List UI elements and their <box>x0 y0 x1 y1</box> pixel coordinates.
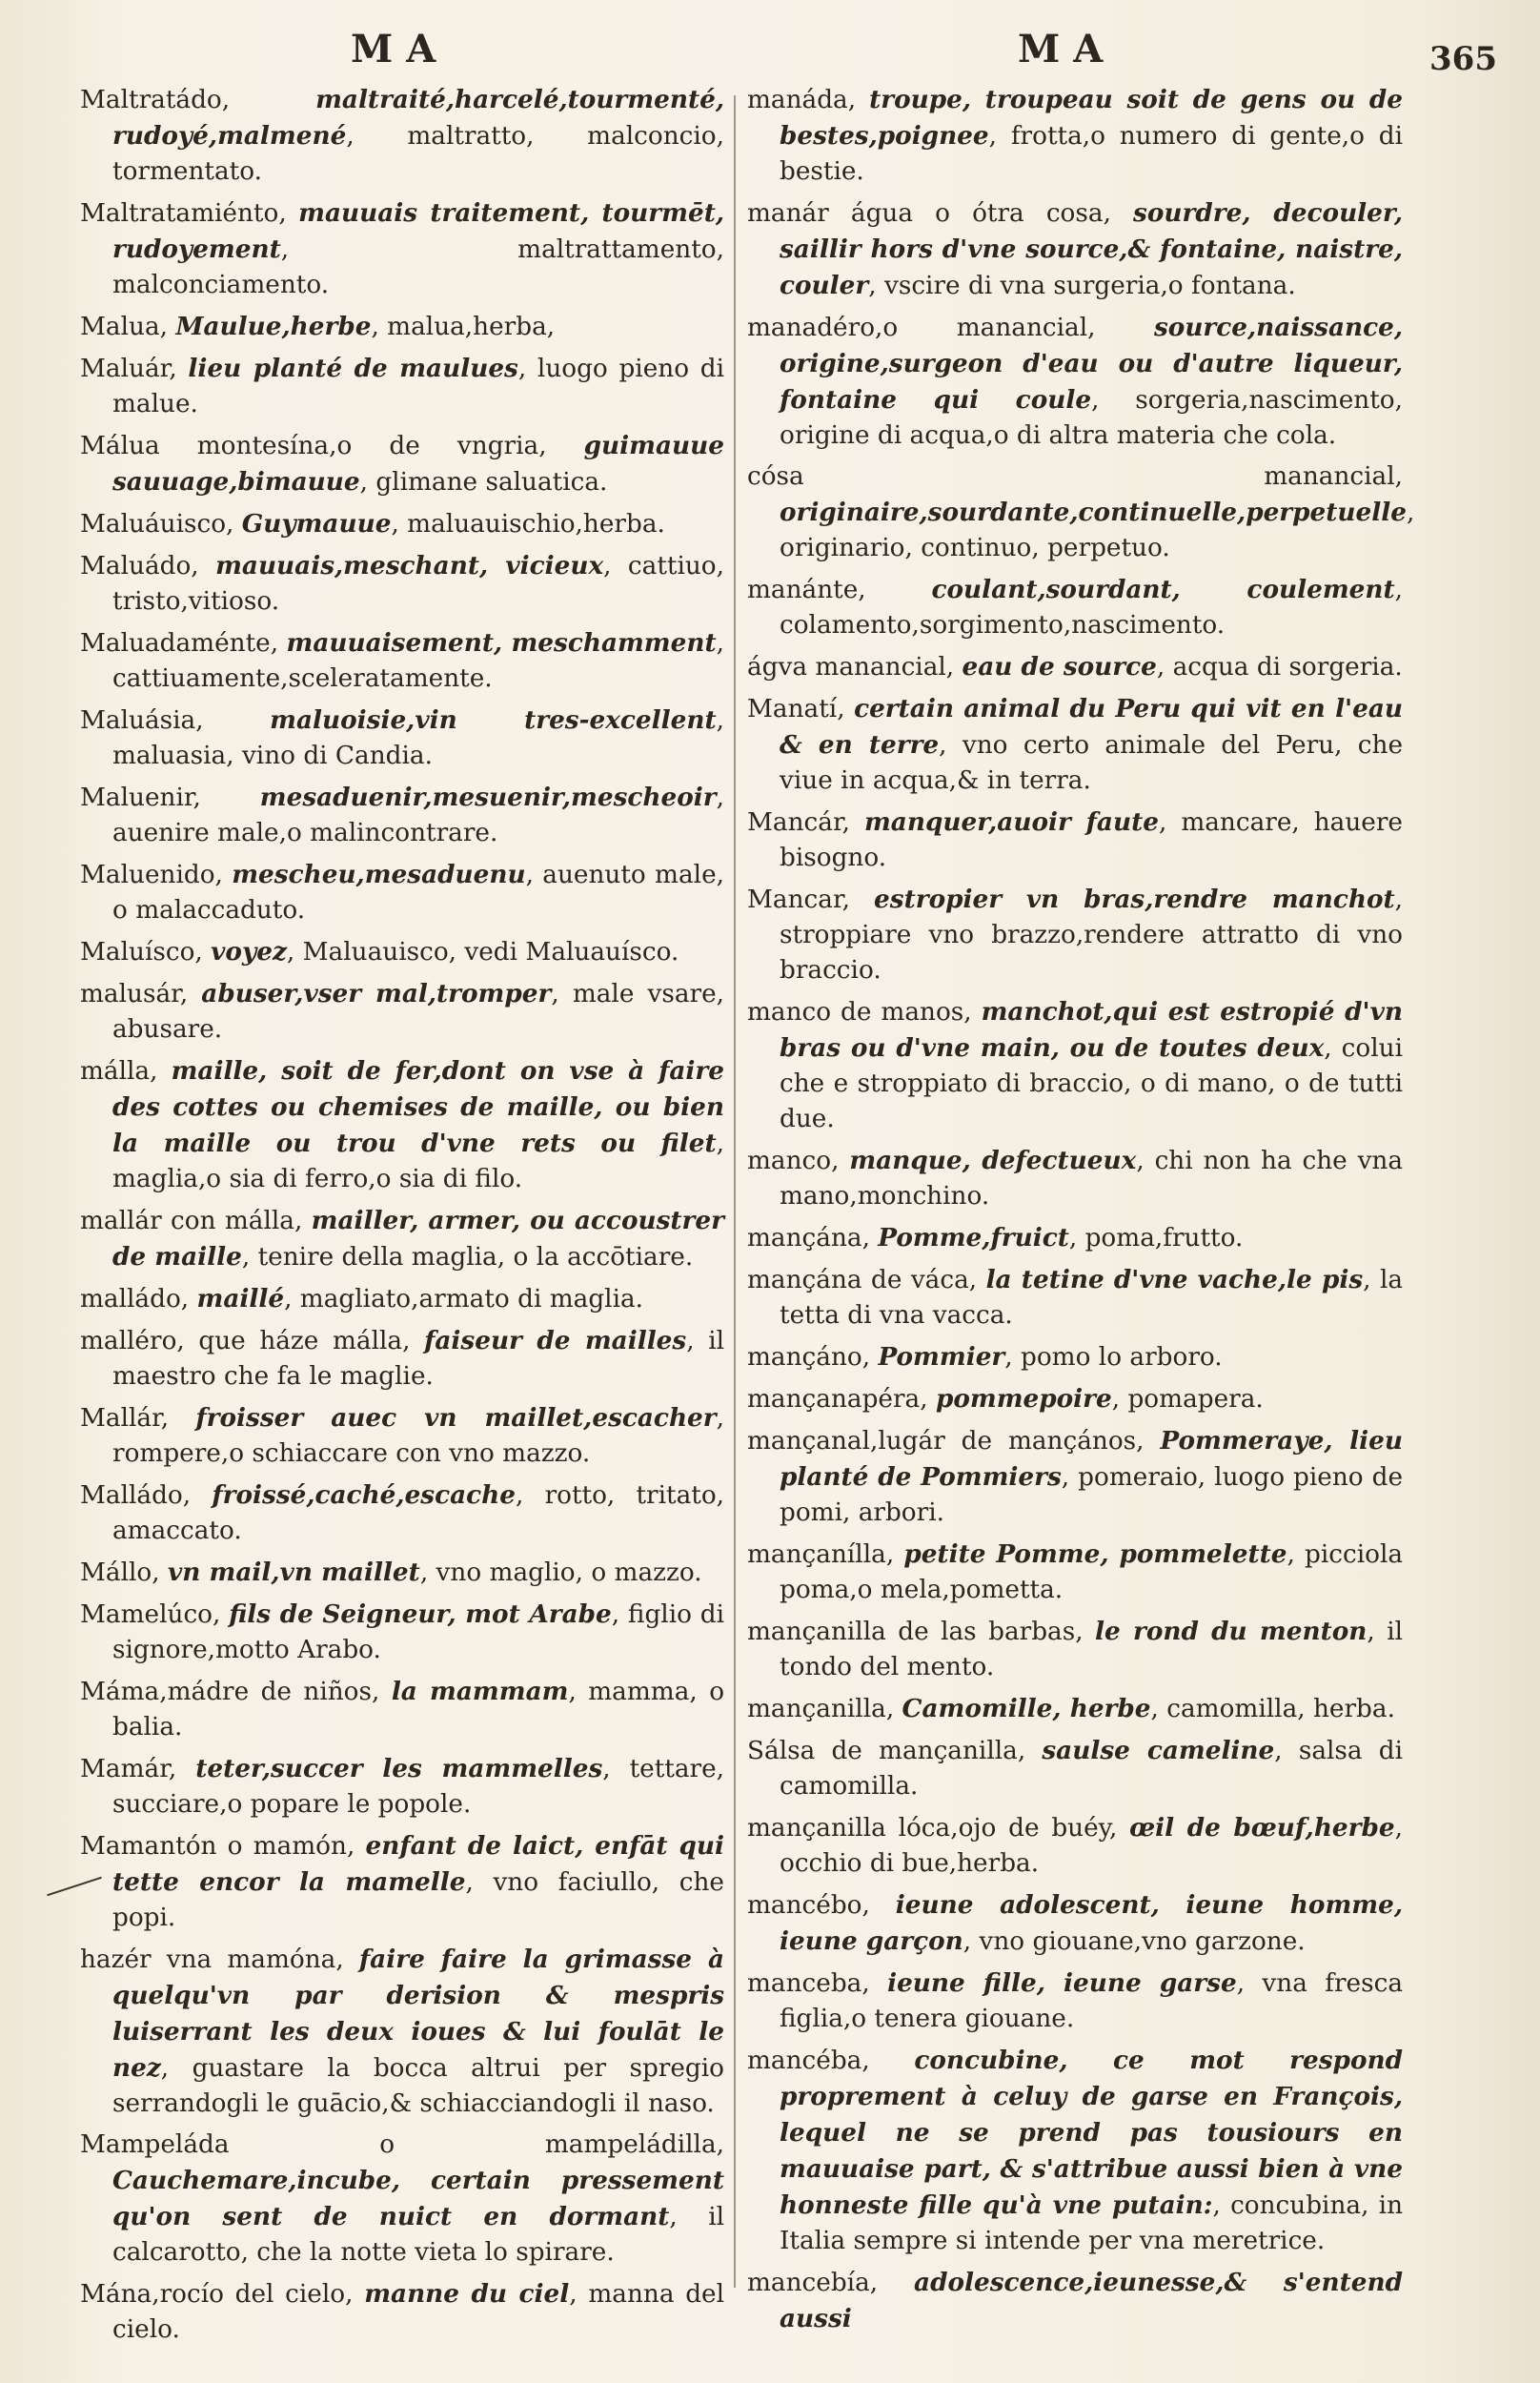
dictionary-entry: Maluádo, mauuais,meschant, vicieux, cattiuo, tristo,vitioso. <box>80 551 725 616</box>
entry-italian-gloss: mamma, o balia. <box>112 1678 725 1741</box>
entry-italian-gloss: vno maglio, o mazzo. <box>436 1558 702 1587</box>
entry-italian-gloss: maluauischio,herba. <box>407 510 665 539</box>
dictionary-entry: málla, maille, soit de fer,dont on vse à faire des cottes ou chemises de maille, ou bien la maille ou trou d'vne rets ou filet, maglia,o sia di ferro,o sia di filo. <box>80 1056 724 1193</box>
entry-headword: mançána <box>747 1224 862 1253</box>
dictionary-entry: manánte, coulant,sourdant, coulement, colamento,sorgimento,nascimento. <box>747 575 1403 640</box>
dictionary-entry: Mancár, manquer,auoir faute, mancare, hauere bisogno. <box>747 807 1403 872</box>
dictionary-entry: manceba, ieune fille, ieune garse, vna fresca figlia,o tenera giouane. <box>747 1968 1404 2033</box>
dictionary-entry: manco de manos, manchot,qui est estropié d'vn bras ou d'vne main, ou de toutes deux, colui che e stroppiato di braccio, o di mano, o de tutti due. <box>747 997 1404 1133</box>
dictionary-entry: manco, manque, defectueux, chi non ha che vna mano,monchino. <box>747 1146 1404 1211</box>
entry-headword: manco de manos <box>747 998 964 1027</box>
entry-french-gloss: mauuaisement, meschamment <box>286 628 717 658</box>
dictionary-entry: hazér vna mamóna, faire faire la grimasse à quelqu'vn par derision & mespris luiserrant les deux ioues & lui foulāt le nez, guastare la bocca altrui per spregio serrandogli le guācio,& schiacciandogli il naso. <box>80 1945 725 2118</box>
entry-french-gloss: teter,succer les mammelles <box>195 1754 603 1783</box>
entry-french-gloss: certain animal du Peru qui vit en l'eau & en terre <box>780 694 1403 760</box>
entry-headword: mallár con málla <box>80 1207 294 1235</box>
dictionary-entry: Sálsa de mançanilla, saulse cameline, salsa di camomilla. <box>747 1736 1404 1801</box>
dictionary-entry: Mamantón o mamón, enfant de laict, enfāt qui tette encor la mamelle, vno faciullo, che popi. <box>80 1831 725 1932</box>
entry-french-gloss: la mammam <box>391 1677 569 1706</box>
entry-headword: mançanilla de las barbas <box>747 1618 1076 1646</box>
entry-italian-gloss: pomo lo arboro. <box>1021 1343 1223 1372</box>
entry-italian-gloss: colamento,sorgimento,nascimento. <box>780 611 1226 640</box>
dictionary-entry: manáda, troupe, troupeau soit de gens ou de bestes,poignee, frotta,o numero di gente,o di bestie. <box>747 85 1404 186</box>
dictionary-entry: ágva manancial, eau de source, acqua di sorgeria. <box>747 652 1403 682</box>
dictionary-entry: mançanilla lóca,ojo de buéy, œil de bœuf,herbe, occhio di bue,herba. <box>747 1813 1403 1878</box>
entry-headword: Mállo <box>80 1558 152 1587</box>
entry-headword: Maluísco <box>80 938 195 967</box>
entry-headword: malládo <box>80 1285 181 1314</box>
entry-italian-gloss: colui che e stroppiato di braccio, o di mano, o de tutti due. <box>780 1034 1403 1133</box>
dictionary-entry: mallár con málla, mailler, armer, ou accoustrer de maille, tenire della maglia, o la accōtiare. <box>80 1206 724 1272</box>
entry-french-gloss: coulant,sourdant, coulement <box>931 575 1395 604</box>
entry-french-gloss: ieune fille, ieune garse <box>887 1968 1237 1998</box>
entry-french-gloss: faire faire la grimasse à quelqu'vn par derision & mespris luiserrant les deux ioues & lui foulāt le nez <box>112 1945 724 2083</box>
entry-french-gloss: maluoisie,vin tres-excellent <box>270 705 717 735</box>
entry-headword: Maltratádo <box>80 86 222 114</box>
entry-italian-gloss: auenire male,o malincontrare. <box>112 819 498 847</box>
entry-french-gloss: manque, defectueux <box>849 1146 1137 1175</box>
entry-headword: mançáno <box>747 1343 862 1372</box>
left-running-head: MA <box>351 27 450 71</box>
dictionary-entry: Maluár, lieu planté de maulues, luogo pieno di malue. <box>80 354 724 418</box>
entry-french-gloss: saulse cameline <box>1042 1736 1275 1765</box>
entry-italian-gloss: male vsare, abusare. <box>112 980 725 1044</box>
dictionary-entry: manadéro,o manancial, source,naissance, origine,surgeon d'eau ou d'autre liqueur, fontaine qui coule, sorgeria,nascimento, origine di acqua,o di altra materia che cola. <box>747 313 1403 450</box>
entry-italian-gloss: malua,herba, <box>387 313 556 341</box>
column-divider <box>734 95 736 2288</box>
dictionary-entry: Maluísco, voyez, Maluauisco, vedi Maluauísco. <box>80 937 679 967</box>
entry-french-gloss: abuser,vser mal,tromper <box>201 979 552 1008</box>
entry-headword: Sálsa de mançanilla <box>747 1737 1018 1765</box>
entry-italian-gloss: pomeraio, luogo pieno de pomi, arbori. <box>780 1463 1404 1527</box>
entry-italian-gloss: salsa di camomilla. <box>780 1737 1404 1801</box>
entry-french-gloss: manchot,qui est estropié d'vn bras ou d'vne main, ou de toutes deux <box>780 997 1404 1063</box>
dictionary-entry: Mancar, estropier vn bras,rendre manchot, stroppiare vno brazzo,rendere attratto di vno braccio. <box>747 885 1404 985</box>
entry-headword: manár água o ótra cosa <box>747 199 1104 228</box>
entry-headword: hazér vna mamóna <box>80 1945 336 1974</box>
dictionary-entry: mançanapéra, pommepoire, pomapera. <box>747 1384 1264 1414</box>
entry-french-gloss: Pomme,fruict <box>878 1223 1069 1253</box>
entry-headword: Mána,rocío del cielo <box>80 2280 346 2309</box>
entry-italian-gloss: glimane saluatica. <box>375 468 608 497</box>
entry-headword: Manatí <box>747 695 838 723</box>
dictionary-entry: mancéba, concubine, ce mot respond proprement à celuy de garse en François, lequel ne se prend pas tousiours en mauuaise part, & s'attribue aussi bien à vne honneste fille qu'à vne putain:, concubina, in Italia sempre si intende per vna meretrice. <box>747 2046 1404 2255</box>
entry-headword: Maluáuisco <box>80 510 227 539</box>
dictionary-entry: mançanílla, petite Pomme, pommelette, picciola poma,o mela,pometta. <box>747 1539 1404 1604</box>
entry-italian-gloss: auenuto male, o malaccaduto. <box>112 861 724 925</box>
entry-italian-gloss: concubina, in Italia sempre si intende per vna meretrice. <box>780 2191 1404 2255</box>
entry-headword: Maluásia <box>80 706 196 735</box>
entry-headword: mançanilla lóca,ojo de buéy <box>747 1814 1110 1843</box>
entry-headword: Mallár <box>80 1404 161 1433</box>
entry-headword: malléro, que háze málla <box>80 1327 403 1355</box>
dictionary-entry: Mallár, froisser auec vn maillet,escacher, rompere,o schiaccare con vno mazzo. <box>80 1403 725 1468</box>
entry-headword: malusár <box>80 980 180 1008</box>
entry-italian-gloss: maltrattamento, malconciamento. <box>112 235 724 299</box>
entry-french-gloss: manne du ciel <box>364 2279 570 2309</box>
entry-italian-gloss: figlio di signore,motto Arabo. <box>112 1600 724 1664</box>
entry-italian-gloss: rompere,o schiaccare con vno mazzo. <box>112 1439 591 1468</box>
entry-italian-gloss: camomilla, herba. <box>1166 1695 1395 1723</box>
entry-headword: Malua <box>80 313 160 341</box>
dictionary-entry: mançána de váca, la tetine d'vne vache,le pis, la tetta di vna vacca. <box>747 1265 1404 1330</box>
entry-headword: mançána de váca <box>747 1266 969 1294</box>
dictionary-entry: mancebía, adolescence,ieunesse,& s'entend aussi <box>747 2268 1403 2333</box>
entry-french-gloss: mauuais,meschant, vicieux <box>215 551 604 580</box>
dictionary-entry: Maluadaménte, mauuaisement, meschamment, cattiuamente,sceleratamente. <box>80 628 724 693</box>
entry-french-gloss: mailler, armer, ou accoustrer de maille <box>112 1206 724 1272</box>
entry-headword: málla <box>80 1057 151 1086</box>
entry-italian-gloss: occhio di bue,herba. <box>780 1849 1040 1878</box>
left-column <box>80 82 724 2353</box>
entry-french-gloss: pommepoire <box>935 1384 1112 1414</box>
entry-italian-gloss: Maluauisco, vedi Maluauísco. <box>302 938 679 967</box>
entry-french-gloss: la tetine d'vne vache,le pis <box>985 1265 1364 1294</box>
entry-french-gloss: Guymauue <box>241 509 392 539</box>
entry-headword: mancébo <box>747 1891 862 1920</box>
entry-italian-gloss: il maestro che fa le maglie. <box>112 1327 725 1391</box>
entry-italian-gloss: stroppiare vno brazzo,rendere attratto di vno braccio. <box>780 921 1403 985</box>
entry-headword: ágva manancial <box>747 653 946 682</box>
dictionary-entry: Mamelúco, fils de Seigneur, mot Arabe, figlio di signore,motto Arabo. <box>80 1599 724 1664</box>
dictionary-entry: Mampeláda o mampeládilla, Cauchemare,incube, certain pressement qu'on sent de nuict en dormant, il calcarotto, che la notte vieta lo spirare. <box>80 2130 725 2267</box>
dictionary-entry: Maluáuisco, Guymauue, maluauischio,herba. <box>80 509 665 539</box>
entry-headword: manánte <box>747 576 859 604</box>
entry-french-gloss: froisser auec vn maillet,escacher <box>195 1403 717 1433</box>
entry-french-gloss: source,naissance, origine,surgeon d'eau ou d'autre liqueur, fontaine qui coule <box>780 313 1403 415</box>
dictionary-entry: Manatí, certain animal du Peru qui vit en l'eau & en terre, vno certo animale del Peru, che viue in acqua,& in terra. <box>747 694 1404 795</box>
entry-headword: mançanílla <box>747 1540 886 1569</box>
entry-french-gloss: fils de Seigneur, mot Arabe <box>229 1599 612 1629</box>
entry-french-gloss: Camomille, herbe <box>902 1694 1151 1723</box>
entry-italian-gloss: maluasia, vino di Candia. <box>112 742 433 770</box>
entry-headword: mancéba <box>747 2047 862 2075</box>
entry-italian-gloss: vna fresca figlia,o tenera giouane. <box>780 1969 1404 2033</box>
dictionary-entry: mançanal,lugár de mançános, Pommeraye, lieu planté de Pommiers, pomeraio, luogo pieno de pomi, arbori. <box>747 1426 1404 1527</box>
dictionary-entry: Máma,mádre de niños, la mammam, mamma, o balia. <box>80 1677 725 1741</box>
entry-italian-gloss: chi non ha che vna mano,monchino. <box>780 1147 1404 1211</box>
entry-headword: mançanal,lugár de mançános <box>747 1427 1137 1456</box>
entry-french-gloss: troupe, troupeau soit de gens ou de bestes,poignee <box>780 85 1403 151</box>
entry-italian-gloss: tettare, succiare,o popare le popole. <box>112 1755 725 1819</box>
entry-french-gloss: lieu planté de maulues <box>188 354 518 383</box>
entry-headword: Mamár <box>80 1755 169 1783</box>
entry-headword: Mancar <box>747 886 842 914</box>
entry-italian-gloss: tenire della maglia, o la accōtiare. <box>257 1243 694 1272</box>
entry-french-gloss: adolescence,ieunesse,& s'entend aussi <box>780 2268 1403 2333</box>
entry-french-gloss: petite Pomme, pommelette <box>903 1539 1287 1569</box>
entry-italian-gloss: maglia,o sia di ferro,o sia di filo. <box>112 1165 523 1193</box>
entry-italian-gloss: pomapera. <box>1127 1385 1264 1414</box>
entry-french-gloss: maille, soit de fer,dont on vse à faire des cottes ou chemises de maille, ou bien la maille ou trou d'vne rets ou filet <box>112 1056 724 1158</box>
entry-headword: Málua montesína,o de vngria <box>80 432 539 460</box>
entry-headword: Mamelúco <box>80 1600 213 1629</box>
entry-french-gloss: Cauchemare,incube, certain pressement qu'on sent de nuict en dormant <box>112 2166 724 2231</box>
entry-italian-gloss: guastare la bocca altrui per spregio serrandogli le guācio,& schiacciandogli il naso. <box>112 2054 725 2118</box>
entry-italian-gloss: sorgeria,nascimento, origine di acqua,o di altra materia che cola. <box>780 386 1403 450</box>
dictionary-entry: Málua montesína,o de vngria, guimauue sauuage,bimauue, glimane saluatica. <box>80 431 724 497</box>
dictionary-entry: mancébo, ieune adolescent, ieune homme, ieune garçon, vno giouane,vno garzone. <box>747 1890 1403 1956</box>
entry-headword: manadéro,o manancial <box>747 314 1088 342</box>
entry-french-gloss: vn mail,vn maillet <box>167 1558 420 1587</box>
right-running-head: MA <box>1018 27 1117 71</box>
dictionary-entry: malléro, que háze málla, faiseur de mailles, il maestro che fa le maglie. <box>80 1326 725 1391</box>
entry-headword: Maluár <box>80 355 170 383</box>
entry-italian-gloss: cattiuo, tristo,vitioso. <box>112 552 725 616</box>
entry-headword: Maltratamiénto <box>80 199 279 228</box>
entry-french-gloss: concubine, ce mot respond proprement à celuy de garse en François, lequel ne se prend pas tousiours en mauuaise part, & s'attribue aussi bien à vne honneste fille qu'à vne putain: <box>780 2046 1403 2220</box>
entry-italian-gloss: il tondo del mento. <box>780 1618 1404 1681</box>
entry-french-gloss: voyez <box>211 937 287 967</box>
entry-french-gloss: estropier vn bras,rendre manchot <box>874 885 1395 914</box>
entry-headword: Mamantón o mamón <box>80 1832 347 1861</box>
entry-headword: Malládo <box>80 1481 183 1510</box>
entry-french-gloss: le rond du menton <box>1095 1617 1368 1646</box>
dictionary-entry: Malládo, froissé,caché,escache, rotto, tritato, amaccato. <box>80 1480 725 1545</box>
entry-french-gloss: eau de source <box>962 652 1157 682</box>
entry-french-gloss: Pommier <box>878 1342 1005 1372</box>
entry-headword: mancebía <box>747 2269 870 2297</box>
entry-italian-gloss: magliato,armato di maglia. <box>299 1285 644 1314</box>
entry-headword: manceba <box>747 1969 862 1998</box>
dictionary-entry: malusár, abuser,vser mal,tromper, male vsare, abusare. <box>80 979 725 1044</box>
dictionary-entry: mançanilla de las barbas, le rond du menton, il tondo del mento. <box>747 1617 1404 1681</box>
entry-italian-gloss: la tetta di vna vacca. <box>780 1266 1404 1330</box>
dictionary-entry: Maluásia, maluoisie,vin tres-excellent, maluasia, vino di Candia. <box>80 705 725 770</box>
entry-headword: Maluádo <box>80 552 192 580</box>
entry-french-gloss: sourdre, decouler, saillir hors d'vne source,& fontaine, naistre, couler <box>780 198 1404 300</box>
entry-headword: manáda <box>747 86 848 114</box>
entry-french-gloss: maltraité,harcelé,tourmenté, rudoyé,malmené <box>112 85 724 151</box>
entry-french-gloss: faiseur de mailles <box>424 1326 687 1355</box>
dictionary-entry: Mállo, vn mail,vn maillet, vno maglio, o mazzo. <box>80 1558 702 1587</box>
entry-french-gloss: œil de bœuf,herbe <box>1129 1813 1395 1843</box>
entry-italian-gloss: poma,frutto. <box>1084 1224 1244 1253</box>
right-column <box>747 82 1415 2343</box>
entry-french-gloss: Pommeraye, lieu planté de Pommiers <box>780 1426 1403 1492</box>
entry-french-gloss: ieune adolescent, ieune homme, ieune garçon <box>780 1890 1403 1956</box>
dictionary-entry: Mána,rocío del cielo, manne du ciel, manna del cielo. <box>80 2279 725 2344</box>
entry-french-gloss: enfant de laict, enfāt qui tette encor la mamelle <box>112 1831 725 1897</box>
entry-italian-gloss: frotta,o numero di gente,o di bestie. <box>780 122 1404 186</box>
entry-italian-gloss: vno giouane,vno garzone. <box>979 1927 1306 1956</box>
entry-italian-gloss: il calcarotto, che la notte vieta lo spirare. <box>112 2203 725 2267</box>
page-number: 365 <box>1429 40 1497 78</box>
entry-french-gloss: originaire,sourdante,continuelle,perpetuelle <box>780 498 1407 527</box>
entry-french-gloss: Maulue,herbe <box>175 312 372 341</box>
entry-headword: Mancár <box>747 808 842 837</box>
entry-headword: Maluenir <box>80 784 193 812</box>
dictionary-entry: manár água o ótra cosa, sourdre, decouler, saillir hors d'vne source,& fontaine, naistre, couler, vscire di vna surgeria,o fontana. <box>747 198 1404 300</box>
entry-italian-gloss: mancare, hauere bisogno. <box>780 808 1403 872</box>
dictionary-entry: Maluenir, mesaduenir,mesuenir,mescheoir, auenire male,o malincontrare. <box>80 783 724 847</box>
entry-italian-gloss: vscire di vna surgeria,o fontana. <box>883 272 1296 300</box>
entry-headword: Máma,mádre de niños <box>80 1678 373 1706</box>
entry-french-gloss: maillé <box>196 1284 285 1314</box>
entry-french-gloss: manquer,auoir faute <box>863 807 1159 837</box>
entry-french-gloss: mauuais traitement, tourmēt, rudoyement <box>112 198 725 264</box>
entry-headword: Mampeláda o mampeládilla <box>80 2130 717 2159</box>
dictionary-entry: Maltratádo, maltraité,harcelé,tourmenté, rudoyé,malmené, maltratto, malconcio, tormentato. <box>80 85 724 186</box>
entry-french-gloss: mesaduenir,mesuenir,mescheoir <box>259 783 717 812</box>
dictionary-entry: Mamár, teter,succer les mammelles, tettare, succiare,o popare le popole. <box>80 1754 725 1819</box>
entry-french-gloss: guimauue sauuage,bimauue <box>112 431 724 497</box>
entry-headword: mançanilla <box>747 1695 886 1723</box>
entry-italian-gloss: maltratto, malconcio, tormentato. <box>112 122 724 186</box>
dictionary-entry: mançána, Pomme,fruict, poma,frutto. <box>747 1223 1244 1253</box>
entry-headword: Maluadaménte <box>80 629 271 658</box>
entry-french-gloss: froissé,caché,escache <box>212 1480 517 1510</box>
dictionary-entry: cósa manancial, originaire,sourdante,continuelle,perpetuelle, originario, continuo, perpetuo. <box>747 462 1415 562</box>
entry-headword: cósa manancial <box>747 462 1395 491</box>
dictionary-entry: Maltratamiénto, mauuais traitement, tourmēt, rudoyement, maltrattamento, malconciamento. <box>80 198 725 299</box>
dictionary-entry: Malua, Maulue,herbe, malua,herba, <box>80 312 556 341</box>
entry-italian-gloss: cattiuamente,sceleratamente. <box>112 664 493 693</box>
dictionary-entry: Maluenido, mescheu,mesaduenu, auenuto male, o malaccaduto. <box>80 860 724 925</box>
entry-french-gloss: mescheu,mesaduenu <box>232 860 526 889</box>
entry-italian-gloss: acqua di sorgeria. <box>1172 653 1403 682</box>
entry-headword: mançanapéra <box>747 1385 921 1414</box>
entry-italian-gloss: rotto, tritato, amaccato. <box>112 1481 725 1545</box>
entry-italian-gloss: luogo pieno di malue. <box>112 355 724 418</box>
entry-italian-gloss: vno faciullo, che popi. <box>112 1868 724 1932</box>
dictionary-entry: mançanilla, Camomille, herbe, camomilla, herba. <box>747 1694 1395 1723</box>
entry-headword: manco <box>747 1147 832 1175</box>
entry-italian-gloss: originario, continuo, perpetuo. <box>780 534 1170 562</box>
dictionary-entry: mançáno, Pommier, pomo lo arboro. <box>747 1342 1223 1372</box>
entry-italian-gloss: picciola poma,o mela,pometta. <box>780 1540 1404 1604</box>
entry-italian-gloss: vno certo animale del Peru, che viue in acqua,& in terra. <box>780 731 1404 795</box>
entry-headword: Maluenido <box>80 861 215 889</box>
entry-italian-gloss: manna del cielo. <box>112 2280 725 2344</box>
dictionary-entry: malládo, maillé, magliato,armato di maglia. <box>80 1284 644 1314</box>
